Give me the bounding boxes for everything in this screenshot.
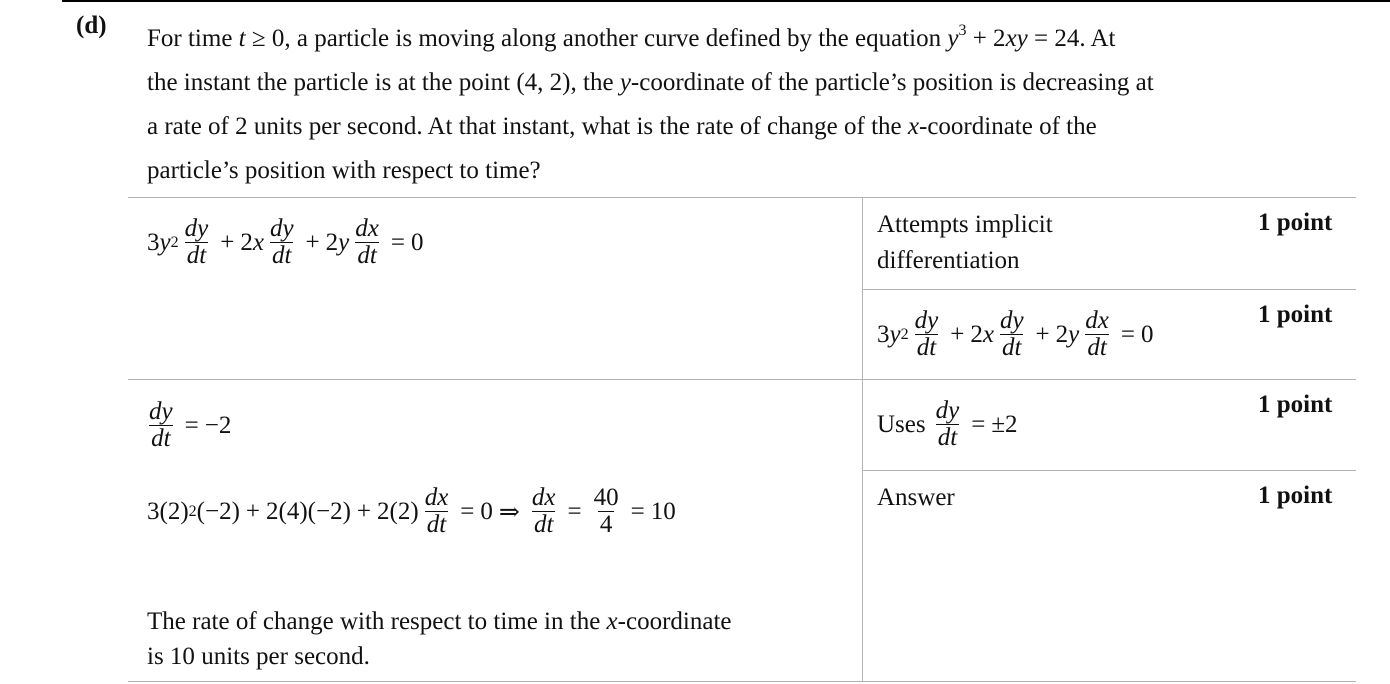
rubric-criterion-2: 3 y 2 $\frac{dy}{dt}$ + 2 x $\frac{dy}{dt}$ + 2 y $\frac{dx}{dt}$ = 0 xyxy=(877,307,1154,361)
rubric-points-2: 1 point xyxy=(1258,301,1333,328)
rubric-points-1: 1 point xyxy=(1258,209,1333,236)
table-rule-rubric-1 xyxy=(862,289,1356,290)
table-rule-rubric-2 xyxy=(862,470,1356,471)
solution-conclusion: The rate of change with respect to time in the x-coordinate is 10 units per second. xyxy=(147,608,732,670)
question-text: For time t ≥ 0, a particle is moving along another curve defined by the equation $y^3 + 2xy = 24$. At the instant the particle is at the point (4, 2), the y-coordinate of the particle’s position is decreasing at a rate of 2 units per second. At that instant, what is the rate of change of the x-coordinate of the particle’s position with respect to time? xyxy=(147,22,1154,184)
table-rule-bottom xyxy=(128,681,1356,682)
rubric-criterion-3: Uses $\frac{dy}{dt}$ = ±2 xyxy=(877,397,1018,451)
table-column-divider xyxy=(862,197,863,682)
solution-implicit-derivative: 3 y 2 $\frac{dy}{dt}$ + 2 x $\frac{dy}{dt}$ + 2 y $\frac{dx}{dt}$ = 0 xyxy=(147,215,424,269)
rubric-points-3: 1 point xyxy=(1258,391,1333,418)
table-rule-top xyxy=(128,197,1356,198)
table-rule-middle xyxy=(128,379,1356,380)
solution-substitution: 3(2) 2 (−2) + 2(4)(−2) + 2(2) $\frac{dx}{dt}$ = 0 ⇒ $\frac{dx}{dt}$ = $\frac{40}{4}$ = 10 xyxy=(147,484,676,538)
solution-given-rate: $\frac{dy}{dt}$ = −2 xyxy=(149,398,232,452)
rubric-points-4: 1 point xyxy=(1258,482,1333,509)
part-label: (d) xyxy=(76,12,107,39)
top-rule xyxy=(62,0,1390,2)
rubric-criterion-1: Attempts implicit differentiation xyxy=(877,211,1053,274)
rubric-criterion-4: Answer xyxy=(877,484,955,511)
